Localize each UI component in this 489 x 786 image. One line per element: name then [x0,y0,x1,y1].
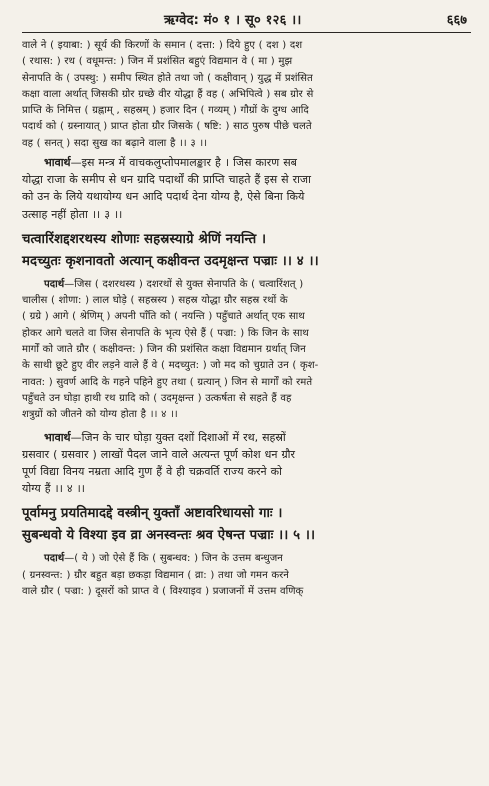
text-line: प्राप्ति के निमित्त ( ग्रह्नाम् , सहस्रम् ) हजार दिन ( गव्यम् ) गौग्रों के दुग्ध आदि [22,105,309,117]
mantra-line: सुबन्धवो ये विश्या इव व्रा अनस्वन्तः श्रव ऐषन्त पज्राः ।। ५ ।। [22,528,316,544]
text-line: को उन के लिये यथायोग्य धन आदि पदार्थ देना योग्य है, ऐसे बिना किये [22,190,305,204]
text-line: वाले ने ( इयाबा: ) सूर्य की किरणों के समान ( दत्ता: ) दिये हुए ( दश ) दश [22,40,303,51]
commentary-paragraph-3 [22,38,471,152]
bhavartha-3 [22,154,471,223]
mantra-5 [22,503,471,547]
text-line: उत्साह नहीं होता ।। ३ ।। [22,207,123,221]
page-number: ६६७ [446,13,467,28]
padartha-label: पदार्थ [44,278,65,290]
mantra-line: पूर्वामनु प्रयतिमादद्दे वस्त्रीन् युक्ताँ अष्टावरिधायसो गाः । [22,506,283,522]
padartha-5 [22,551,471,600]
text-line: योद्धा राजा के समीप से धन ग्रादि पदार्थों की प्राप्ति चाहते हैं इस से राजा [22,173,311,187]
text-line: योग्य हैं ।। ४ ।। [22,482,85,496]
text-line: नावत: ) सुवर्ण आदि के गहने पहिने हुए तथा ( ग्रत्यान् ) जिन से मार्गों को रमते [22,376,313,388]
mantra-line: चत्वारिंशद्दशरथस्य शोणाः सहस्रस्याग्रे श्रेणिं नयन्ति । [22,231,267,247]
text-line: चालीस ( शोणा: ) लाल घोड़े ( सहस्रस्य ) सहस्र योद्धा ग्रौर सहस्र रथों के [22,295,288,307]
text-line: ( रथास: ) रथ ( वधूमन्त: ) जिन में प्रशंसित बहुएं विद्यमान वे ( मा ) मुझ [22,56,293,68]
mantra-4 [22,229,471,273]
bhavartha-label: भावार्थ [44,156,71,170]
text-line: भावार्थ—जिन के चार घोड़ा युक्त दशों दिशाओं में रथ, सहस्रों [44,430,286,444]
page-body [22,38,471,600]
text-line: वाले ग्रौर ( पज्रा: ) दूसरों को प्राप्त वे ( विश्याइव ) प्रजाजनों में उत्तम वणिक् [22,585,304,597]
text-line: होकर आगे चलते वा जिस सेनापति के भृत्य ऐसे हैं ( पज्रा: ) कि जिन के साथ [22,327,309,339]
running-title: ऋग्वेद: मं० १ । सू० १२६ ।। [164,13,302,28]
text-line: ( ग्रनस्वन्त: ) ग्रौर बहुत बड़ा छकड़ा विद्यमान ( व्रा: ) तथा जो गमन करने [22,569,289,581]
text-line: ग्रसवार ( ग्रसवार ) लाखों पैदल जाने वाले अत्यन्त पूर्ण कोश धन ग्रौर [22,447,296,461]
bhavartha-label: भावार्थ [44,430,71,444]
text-line: मार्गों को जाते ग्रौर ( कक्षीवन्त: ) जिन की प्रशंसित कक्षा विद्यमान ग्रर्थात् जिन [22,344,306,356]
padartha-label: पदार्थ [44,553,65,565]
mantra-line: मदच्युतः कृशनावतो अत्यान् कक्षीवन्त उदमृक्षन्त पज्राः ।। ४ ।। [22,253,319,269]
page-header [22,8,471,30]
text-line: सेनापति के ( उपस्थु: ) समीप स्थित होते तथा जो ( कक्षीवान् ) युद्ध में प्रशंसित [22,72,313,84]
text-line: वह ( सनत् ) सदा सुख का बढ़ाने वाला है ।। ३ ।। [22,137,208,149]
header-rule [22,32,471,33]
text-line: के साथी छूटे हुए वीर लड़ने वाले हैं वे ( मदच्युत: ) जो मद को चुग्राते उन ( कृश- [22,360,319,372]
text-line: कक्षा वाला अर्थात् जिसकी ग्रोर ग्रच्छे वीर योद्धा हैं वह ( अभिपित्वे ) सब ग्रोर से [22,88,314,100]
text-line: भावार्थ—इस मन्त्र में वाचकलुप्तोपमालङ्कार है । जिस कारण सब [44,156,297,170]
text-line: पदार्थ—जिस ( दशरथस्य ) दशरथों से युक्त सेनापति के ( चत्वारिंशत् ) [44,278,304,290]
bhavartha-4 [22,429,471,498]
padartha-4 [22,277,471,424]
text-line: ( ग्रग्रे ) आगे ( श्रेणिम् ) अपनी पाँति को ( नयन्ति ) पहुँचाते अर्थात् एक साथ [22,311,305,323]
text-line: पूर्ण विद्या विनय नम्रता आदि गुण हैं वे ही चक्रवर्ति राज्य करने को [22,464,282,478]
text-line: पदार्थ—( ये ) जो ऐसे हैं कि ( सुबन्धव: ) जिन के उत्तम बन्धुजन [44,553,283,565]
text-line: पहुँचते उन घोड़ा हाथी रथ ग्रादि को ( उदमृक्षन्त ) उत्कर्षता से सहते हैं वह [22,392,292,404]
text-line: शत्रुग्रों को जीतने को योग्य होता है ।। ४ ।। [22,409,178,421]
text-line: पदार्थ को ( ग्रस्नायात् ) प्राप्त होता ग्रौर जिसके ( षष्टि: ) साठ पुरुष पीछे चलते [22,121,312,133]
